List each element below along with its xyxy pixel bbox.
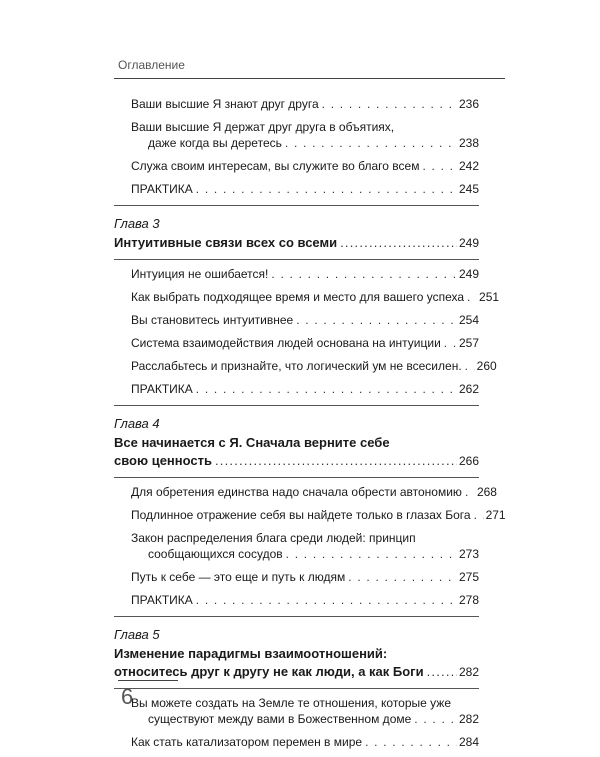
chapter-divider — [114, 205, 479, 206]
toc-entry-page: 251 — [479, 290, 500, 304]
toc-entry[interactable] — [114, 289, 500, 305]
toc-entry-page: 271 — [485, 508, 506, 522]
toc-entry-text: Подлинное отражение себя вы найдете только в глазах Бога — [131, 508, 471, 522]
toc-entry-text: Расслабьтесь и признайте, что логический ум не всесилен. — [131, 359, 462, 373]
leader-dots — [296, 312, 457, 328]
toc-entry-page: 268 — [476, 485, 497, 499]
toc-entry-text: Как стать катализатором перемен в мире — [131, 735, 363, 749]
toc-entry-page: 273 — [458, 547, 479, 561]
leader-dots — [465, 484, 475, 500]
toc-entry[interactable] — [114, 381, 479, 397]
toc-entry-page: 275 — [458, 570, 479, 584]
toc-entry-text: Как выбрать подходящее время и место для вашего успеха — [131, 290, 465, 304]
toc-entry-text: существуют между вами в Божественном доме — [148, 712, 412, 726]
chapter-divider — [114, 405, 479, 406]
chapter-label: Глава 5 — [114, 627, 160, 642]
leader-dots — [348, 569, 457, 585]
chapter-title-rule — [114, 688, 479, 689]
toc-entry[interactable] — [114, 181, 479, 197]
toc-entry-text: даже когда вы деретесь — [148, 136, 282, 150]
leader-dots — [474, 507, 484, 523]
toc-entry[interactable] — [114, 592, 479, 608]
toc-entry-text: Вы становитесь интуитивнее — [131, 313, 294, 327]
leader-dots — [286, 546, 457, 562]
running-header: Оглавление — [118, 58, 185, 72]
toc-entry-page: 257 — [458, 336, 479, 350]
toc-entry-text: Вы можете создать на Земле те отношения, которые уже — [131, 696, 451, 710]
chapter-title-rule — [114, 259, 479, 260]
chapter-page: 249 — [458, 236, 479, 250]
toc-entry-text: Служа своим интересам, вы служите во благо всем — [131, 159, 420, 173]
toc-entry-page: 242 — [458, 159, 479, 173]
chapter-title-text: Интуитивные связи всех со всеми — [114, 235, 338, 250]
toc-entry-text: Ваши высшие Я держат друг друга в объятиях, — [131, 120, 395, 134]
toc-entry-text: Система взаимодействия людей основана на интуиции — [131, 336, 441, 350]
leader-dots — [365, 734, 457, 750]
toc-entry[interactable] — [114, 484, 497, 500]
leader-dots — [467, 289, 477, 305]
toc-entry-page: 260 — [476, 359, 497, 373]
chapter-title-text: относитесь друг к другу не как люди, а как Боги — [114, 664, 424, 679]
toc-entry[interactable] — [114, 158, 479, 174]
toc-entry[interactable] — [114, 96, 479, 112]
leader-dots — [414, 711, 457, 727]
leader-dots — [322, 96, 457, 112]
toc-entry-text: сообщающихся сосудов — [148, 547, 283, 561]
toc-entry[interactable] — [114, 695, 479, 727]
toc-entry-text: Для обретения единства надо сначала обрести автономию — [131, 485, 462, 499]
chapter-page: 282 — [458, 665, 479, 679]
leader-dots — [215, 452, 457, 470]
toc-entry-text: Ваши высшие Я знают друг друга — [131, 97, 319, 111]
toc-entry-page: 278 — [458, 593, 479, 607]
toc-entry-page: 249 — [458, 267, 479, 281]
toc-entry[interactable] — [114, 734, 479, 750]
leader-dots — [271, 266, 457, 282]
chapter-title[interactable] — [114, 434, 479, 470]
toc-entry[interactable] — [114, 266, 479, 282]
chapter-title-text: свою ценность — [114, 453, 212, 468]
leader-dots — [465, 358, 475, 374]
leader-dots — [196, 381, 457, 397]
leader-dots — [422, 158, 457, 174]
toc-entry-text: Интуиция не ошибается! — [131, 267, 269, 281]
toc-entry[interactable] — [114, 530, 479, 562]
toc-entry[interactable] — [114, 507, 506, 523]
toc-entry[interactable] — [114, 312, 479, 328]
toc-entry-page: 262 — [458, 382, 479, 396]
toc-entry-page: 238 — [458, 136, 479, 150]
toc-entry[interactable] — [114, 358, 497, 374]
leader-dots — [444, 335, 457, 351]
chapter-title[interactable] — [114, 645, 479, 681]
leader-dots — [340, 234, 457, 252]
toc-entry[interactable] — [114, 119, 479, 151]
table-of-contents — [114, 96, 506, 757]
chapter-label: Глава 4 — [114, 416, 160, 431]
leader-dots — [285, 135, 457, 151]
toc-entry[interactable] — [114, 335, 479, 351]
toc-entry-page: 284 — [458, 735, 479, 749]
toc-entry-page: 282 — [458, 712, 479, 726]
toc-entry-text: Путь к себе — это еще и путь к людям — [131, 570, 346, 584]
leader-dots — [196, 181, 457, 197]
chapter-title-text: Изменение парадигмы взаимоотношений: — [114, 646, 388, 661]
leader-dots — [427, 663, 457, 681]
chapter-title-rule — [114, 477, 479, 478]
toc-entry-page: 254 — [458, 313, 479, 327]
toc-entry-page: 245 — [458, 182, 479, 196]
chapter-divider — [114, 616, 479, 617]
header-rule — [114, 78, 505, 79]
toc-entry-text: ПРАКТИКА — [131, 182, 193, 196]
leader-dots — [196, 592, 457, 608]
page-number: 6 — [121, 684, 134, 709]
chapter-title[interactable] — [114, 234, 479, 252]
toc-entry-text: ПРАКТИКА — [131, 382, 193, 396]
toc-entry-text: ПРАКТИКА — [131, 593, 193, 607]
footer-rule — [118, 680, 178, 681]
chapter-title-text: Все начинается с Я. Сначала верните себе — [114, 435, 390, 450]
toc-entry-text: Закон распределения блага среди людей: принцип — [131, 531, 416, 545]
toc-entry-page: 236 — [458, 97, 479, 111]
chapter-page: 266 — [458, 454, 479, 468]
chapter-label: Глава 3 — [114, 216, 160, 231]
toc-entry[interactable] — [114, 569, 479, 585]
